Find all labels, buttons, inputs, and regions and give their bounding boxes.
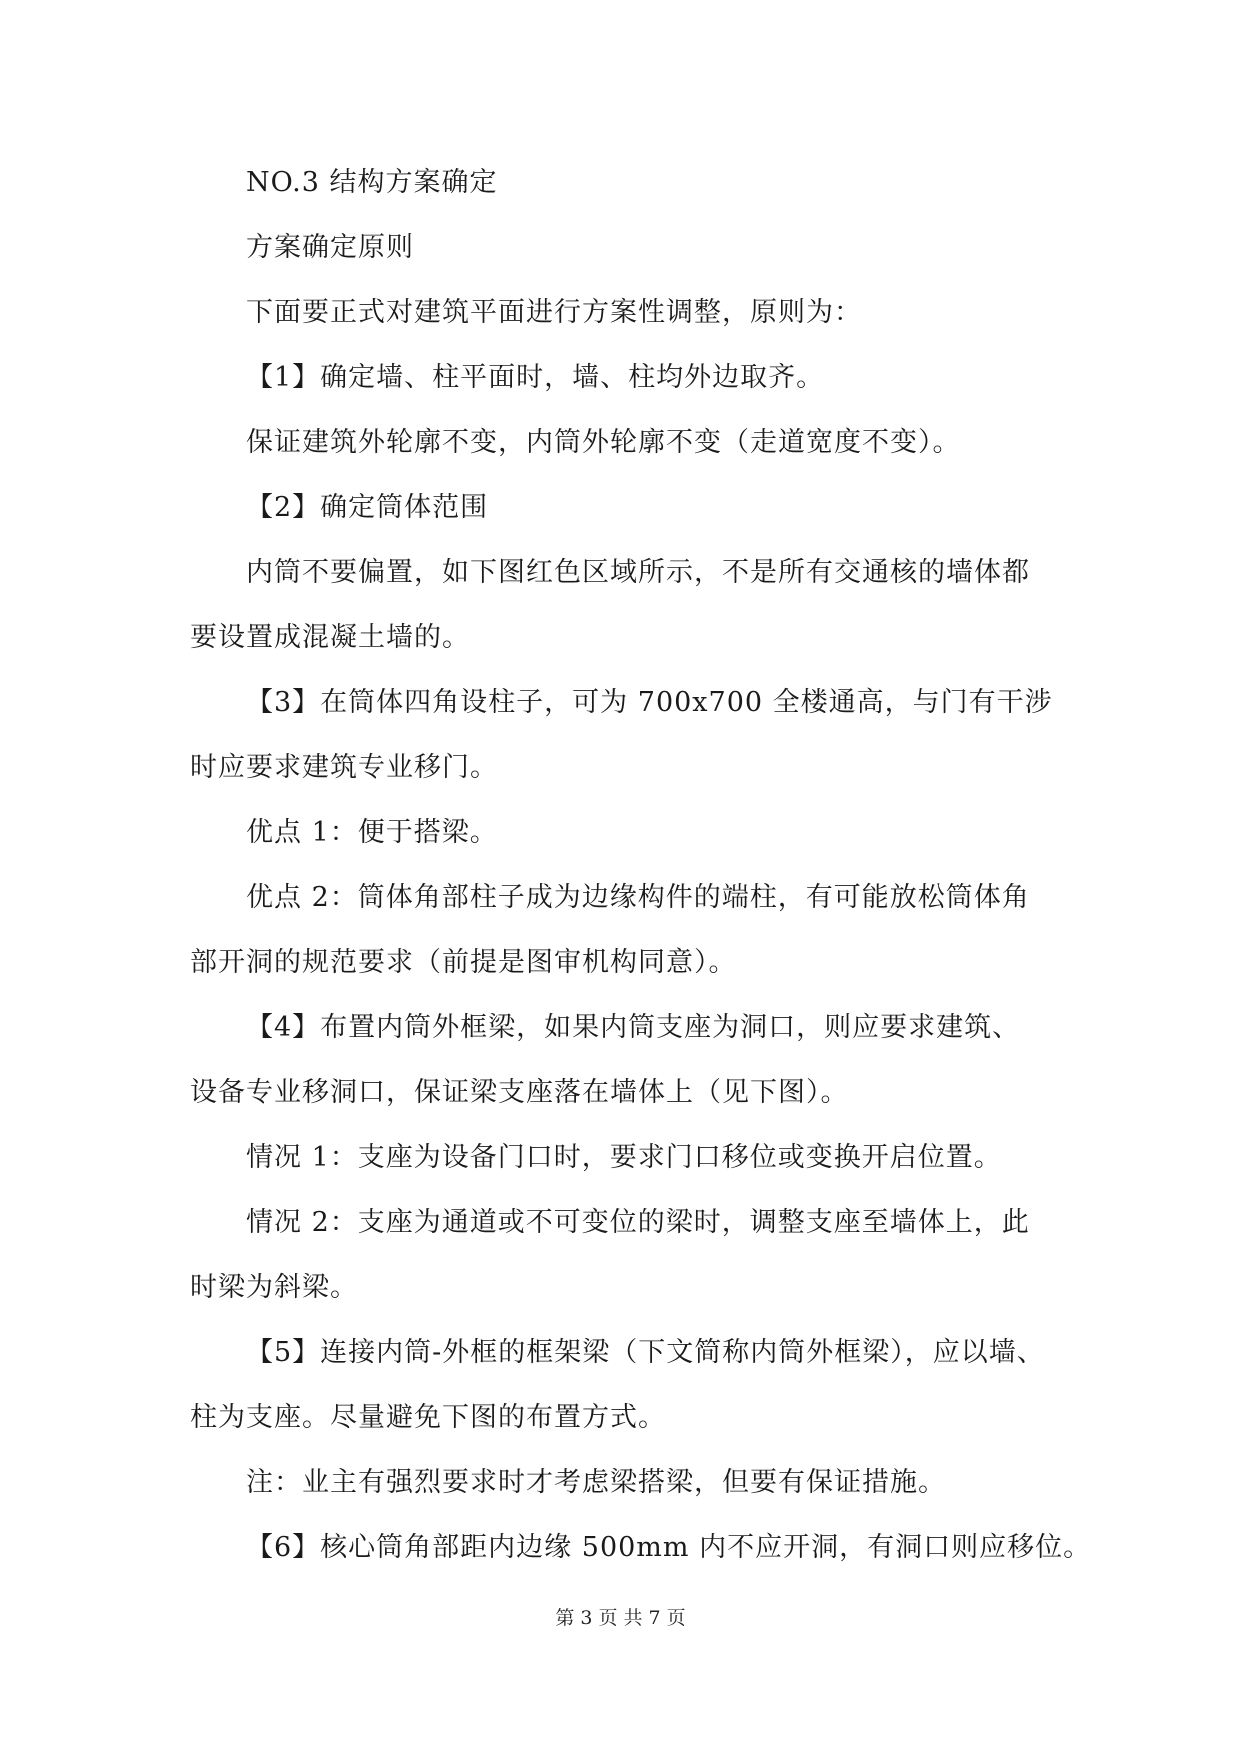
paragraph-line: 优点 1：便于搭梁。 [246, 817, 498, 848]
paragraph-line: 【6】核心筒角部距内边缘 500mm 内不应开洞，有洞口则应移位。 [246, 1532, 1092, 1563]
paragraph-line: 部开洞的规范要求（前提是图审机构同意）。 [190, 947, 737, 978]
page-number-footer: 第 3 页 共 7 页 [555, 1607, 686, 1629]
section-heading: NO.3 结构方案确定 [246, 167, 498, 198]
paragraph-line: 情况 2：支座为通道或不可变位的梁时，调整支座至墙体上，此 [246, 1207, 1030, 1238]
paragraph-line: 【3】在筒体四角设柱子，可为 700x700 全楼通高，与门有干涉 [246, 687, 1053, 718]
paragraph-line: 【5】连接内筒-外框的框架梁（下文简称内筒外框梁），应以墙、 [246, 1337, 1045, 1368]
paragraph-line: 【4】布置内筒外框梁，如果内筒支座为洞口，则应要求建筑、 [246, 1012, 1021, 1043]
paragraph-line: 下面要正式对建筑平面进行方案性调整，原则为： [246, 297, 862, 328]
paragraph-line: 时应要求建筑专业移门。 [190, 752, 498, 783]
paragraph-line: 注：业主有强烈要求时才考虑梁搭梁，但要有保证措施。 [246, 1467, 946, 1498]
paragraph-line: 要设置成混凝土墙的。 [190, 622, 470, 653]
paragraph-line: 内筒不要偏置，如下图红色区域所示，不是所有交通核的墙体都 [246, 557, 1030, 588]
paragraph-line: 【2】确定筒体范围 [246, 492, 489, 523]
paragraph-line: 时梁为斜梁。 [190, 1272, 358, 1303]
paragraph-line: 设备专业移洞口，保证梁支座落在墙体上（见下图）。 [190, 1077, 849, 1108]
subheading: 方案确定原则 [246, 232, 414, 263]
paragraph-line: 保证建筑外轮廓不变，内筒外轮廓不变（走道宽度不变）。 [246, 427, 961, 458]
paragraph-line: 优点 2：筒体角部柱子成为边缘构件的端柱，有可能放松筒体角 [246, 882, 1030, 913]
paragraph-line: 情况 1：支座为设备门口时，要求门口移位或变换开启位置。 [246, 1142, 1002, 1173]
paragraph-line: 【1】确定墙、柱平面时，墙、柱均外边取齐。 [246, 362, 825, 393]
paragraph-line: 柱为支座。尽量避免下图的布置方式。 [190, 1402, 666, 1433]
